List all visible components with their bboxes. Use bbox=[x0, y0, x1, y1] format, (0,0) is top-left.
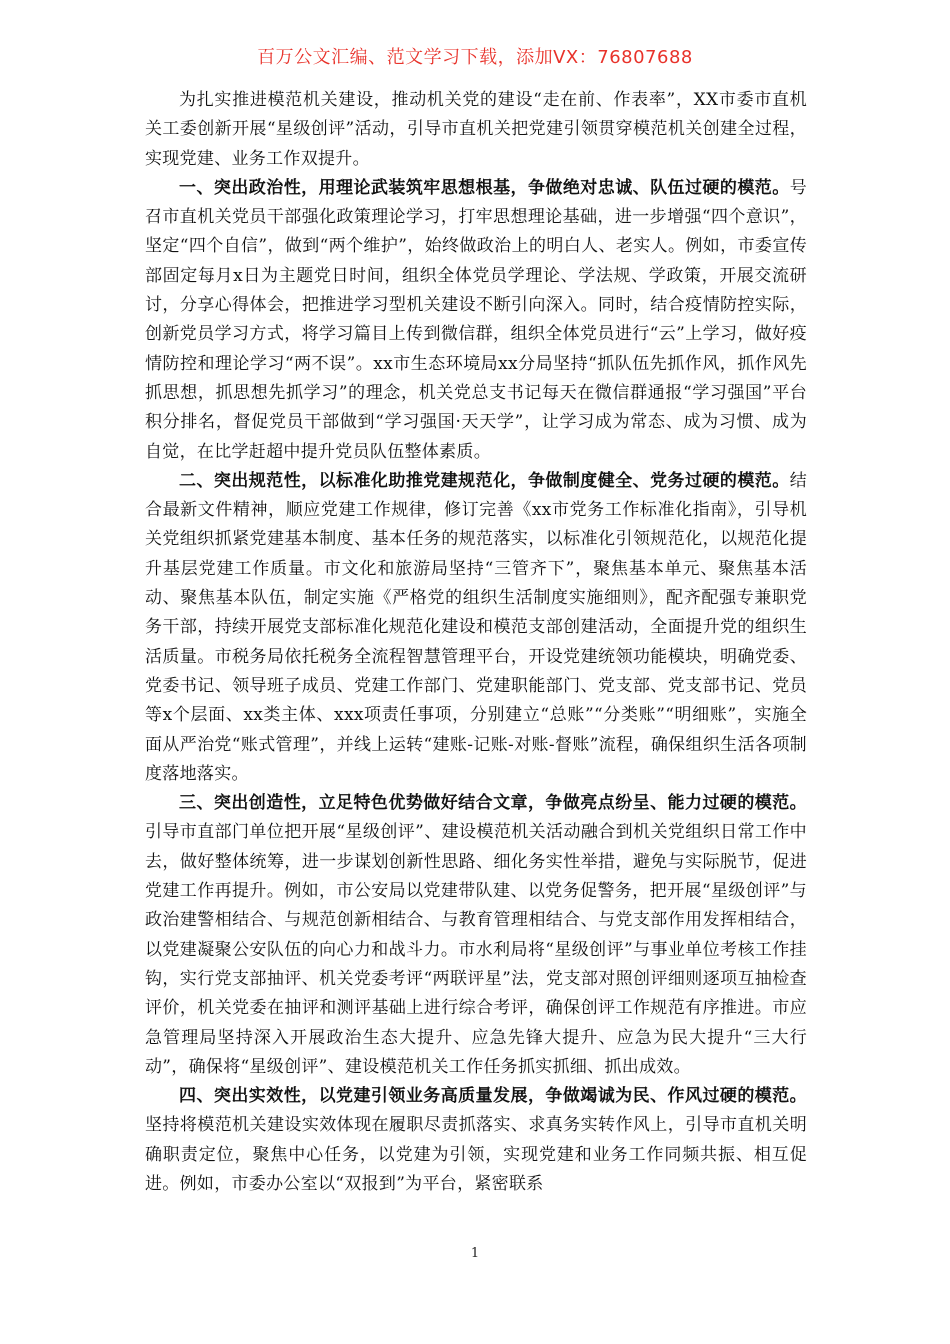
intro-paragraph bbox=[145, 86, 807, 174]
intro-text: 为扎实推进模范机关建设，推动机关党的建设“走在前、作表率”，XX市委市直机关工委创新开展“星级创评”活动，引导市直机关把党建引领贯穿模范机关创建全过程，实现党建、业务工作双提升。 bbox=[145, 90, 807, 169]
section-4-text: 坚持将模范机关建设实效体现在履职尽责抓落实、求真务实转作风上，引导市直机关明确职责定位，聚焦中心任务，以党建为引领，实现党建和业务工作同频共振、相互促进。例如，市委办公室以“双报到”为平台，紧密联系 bbox=[145, 1115, 807, 1194]
section-4-paragraph bbox=[145, 1082, 807, 1199]
section-1-paragraph bbox=[145, 174, 807, 467]
section-4-heading: 四、突出实效性，以党建引领业务高质量发展，争做竭诚为民、作风过硬的模范。 bbox=[179, 1086, 807, 1107]
section-3-text: 引导市直部门单位把开展“星级创评”、建设模范机关活动融合到机关党组织日常工作中去，做好整体统筹，进一步谋划创新性思路、细化务实性举措，避免与实际脱节，促进党建工作再提升。例如，市公安局以党建带队建、以党务促警务，把开展“星级创评”与政治建警相结合、与规范创新相结合、与教育管理相结合、与党支部作用发挥相结合，以党建凝聚公安队伍的向心力和战斗力。市水利局将“星级创评”与事业单位考核工作挂钩，实行党支部抽评、机关党委考评“两联评星”法，党支部对照创评细则逐项互抽检查评价，机关党委在抽评和测评基础上进行综合考评，确保创评工作规范有序推进。市应急管理局坚持深入开展政治生态大提升、应急先锋大提升、应急为民大提升“三大行动”，确保将“星级创评”、建设模范机关工作任务抓实抓细、抓出成效。 bbox=[145, 822, 807, 1077]
section-1-text: 号召市直机关党员干部强化政策理论学习，打牢思想理论基础，进一步增强“四个意识”，坚定“四个自信”，做到“两个维护”，始终做政治上的明白人、老实人。例如，市委宣传部固定每月x日为主题党日时间，组织全体党员学理论、学法规、学政策，开展交流研讨，分享心得体会，把推进学习型机关建设不断引向深入。同时，结合疫情防控实际，创新党员学习方式，将学习篇目上传到微信群，组织全体党员进行“云”上学习，做好疫情防控和理论学习“两不误”。xx市生态环境局xx分局坚持“抓队伍先抓作风，抓作风先抓思想，抓思想先抓学习”的理念，机关党总支书记每天在微信群通报“学习强国”平台积分排名，督促党员干部做到“学习强国·天天学”，让学习成为常态、成为习惯、成为自觉，在比学赶超中提升党员队伍整体素质。 bbox=[145, 177, 807, 462]
section-3-heading: 三、突出创造性，立足特色优势做好结合文章，争做亮点纷呈、能力过硬的模范。 bbox=[179, 793, 807, 814]
watermark-banner: 百万公文汇编、范文学习下载，添加VX：76807688 bbox=[257, 47, 693, 68]
section-2-heading: 二、突出规范性，以标准化助推党建规范化，争做制度健全、党务过硬的模范。 bbox=[179, 470, 790, 491]
section-1-heading: 一、突出政治性，用理论武装筑牢思想根基，争做绝对忠诚、队伍过硬的模范。 bbox=[179, 177, 790, 198]
document-body bbox=[145, 86, 807, 1199]
section-2-text: 结合最新文件精神，顺应党建工作规律，修订完善《xx市党务工作标准化指南》，引导机关党组织抓紧党建基本制度、基本任务的规范落实，以标准化引领规范化，以规范化提升基层党建工作质量。市文化和旅游局坚持“三管齐下”，聚焦基本单元、聚焦基本活动、聚焦基本队伍，制定实施《严格党的组织生活制度实施细则》，配齐配强专兼职党务干部，持续开展党支部标准化规范化建设和模范支部创建活动，全面提升党的组织生活质量。市税务局依托税务全流程智慧管理平台，开设党建统领功能模块，明确党委、党委书记、领导班子成员、党建工作部门、党建职能部门、党支部、党支部书记、党员等x个层面、xx类主体、xxx项责任事项，分别建立“总账”“分类账”“明细账”，实施全面从严治党“账式管理”，并线上运转“建账-记账-对账-督账”流程，确保组织生活各项制度落地落实。 bbox=[145, 470, 807, 784]
page-number: 1 bbox=[470, 1246, 480, 1261]
section-2-paragraph bbox=[145, 467, 807, 789]
section-3-paragraph bbox=[145, 789, 807, 1082]
